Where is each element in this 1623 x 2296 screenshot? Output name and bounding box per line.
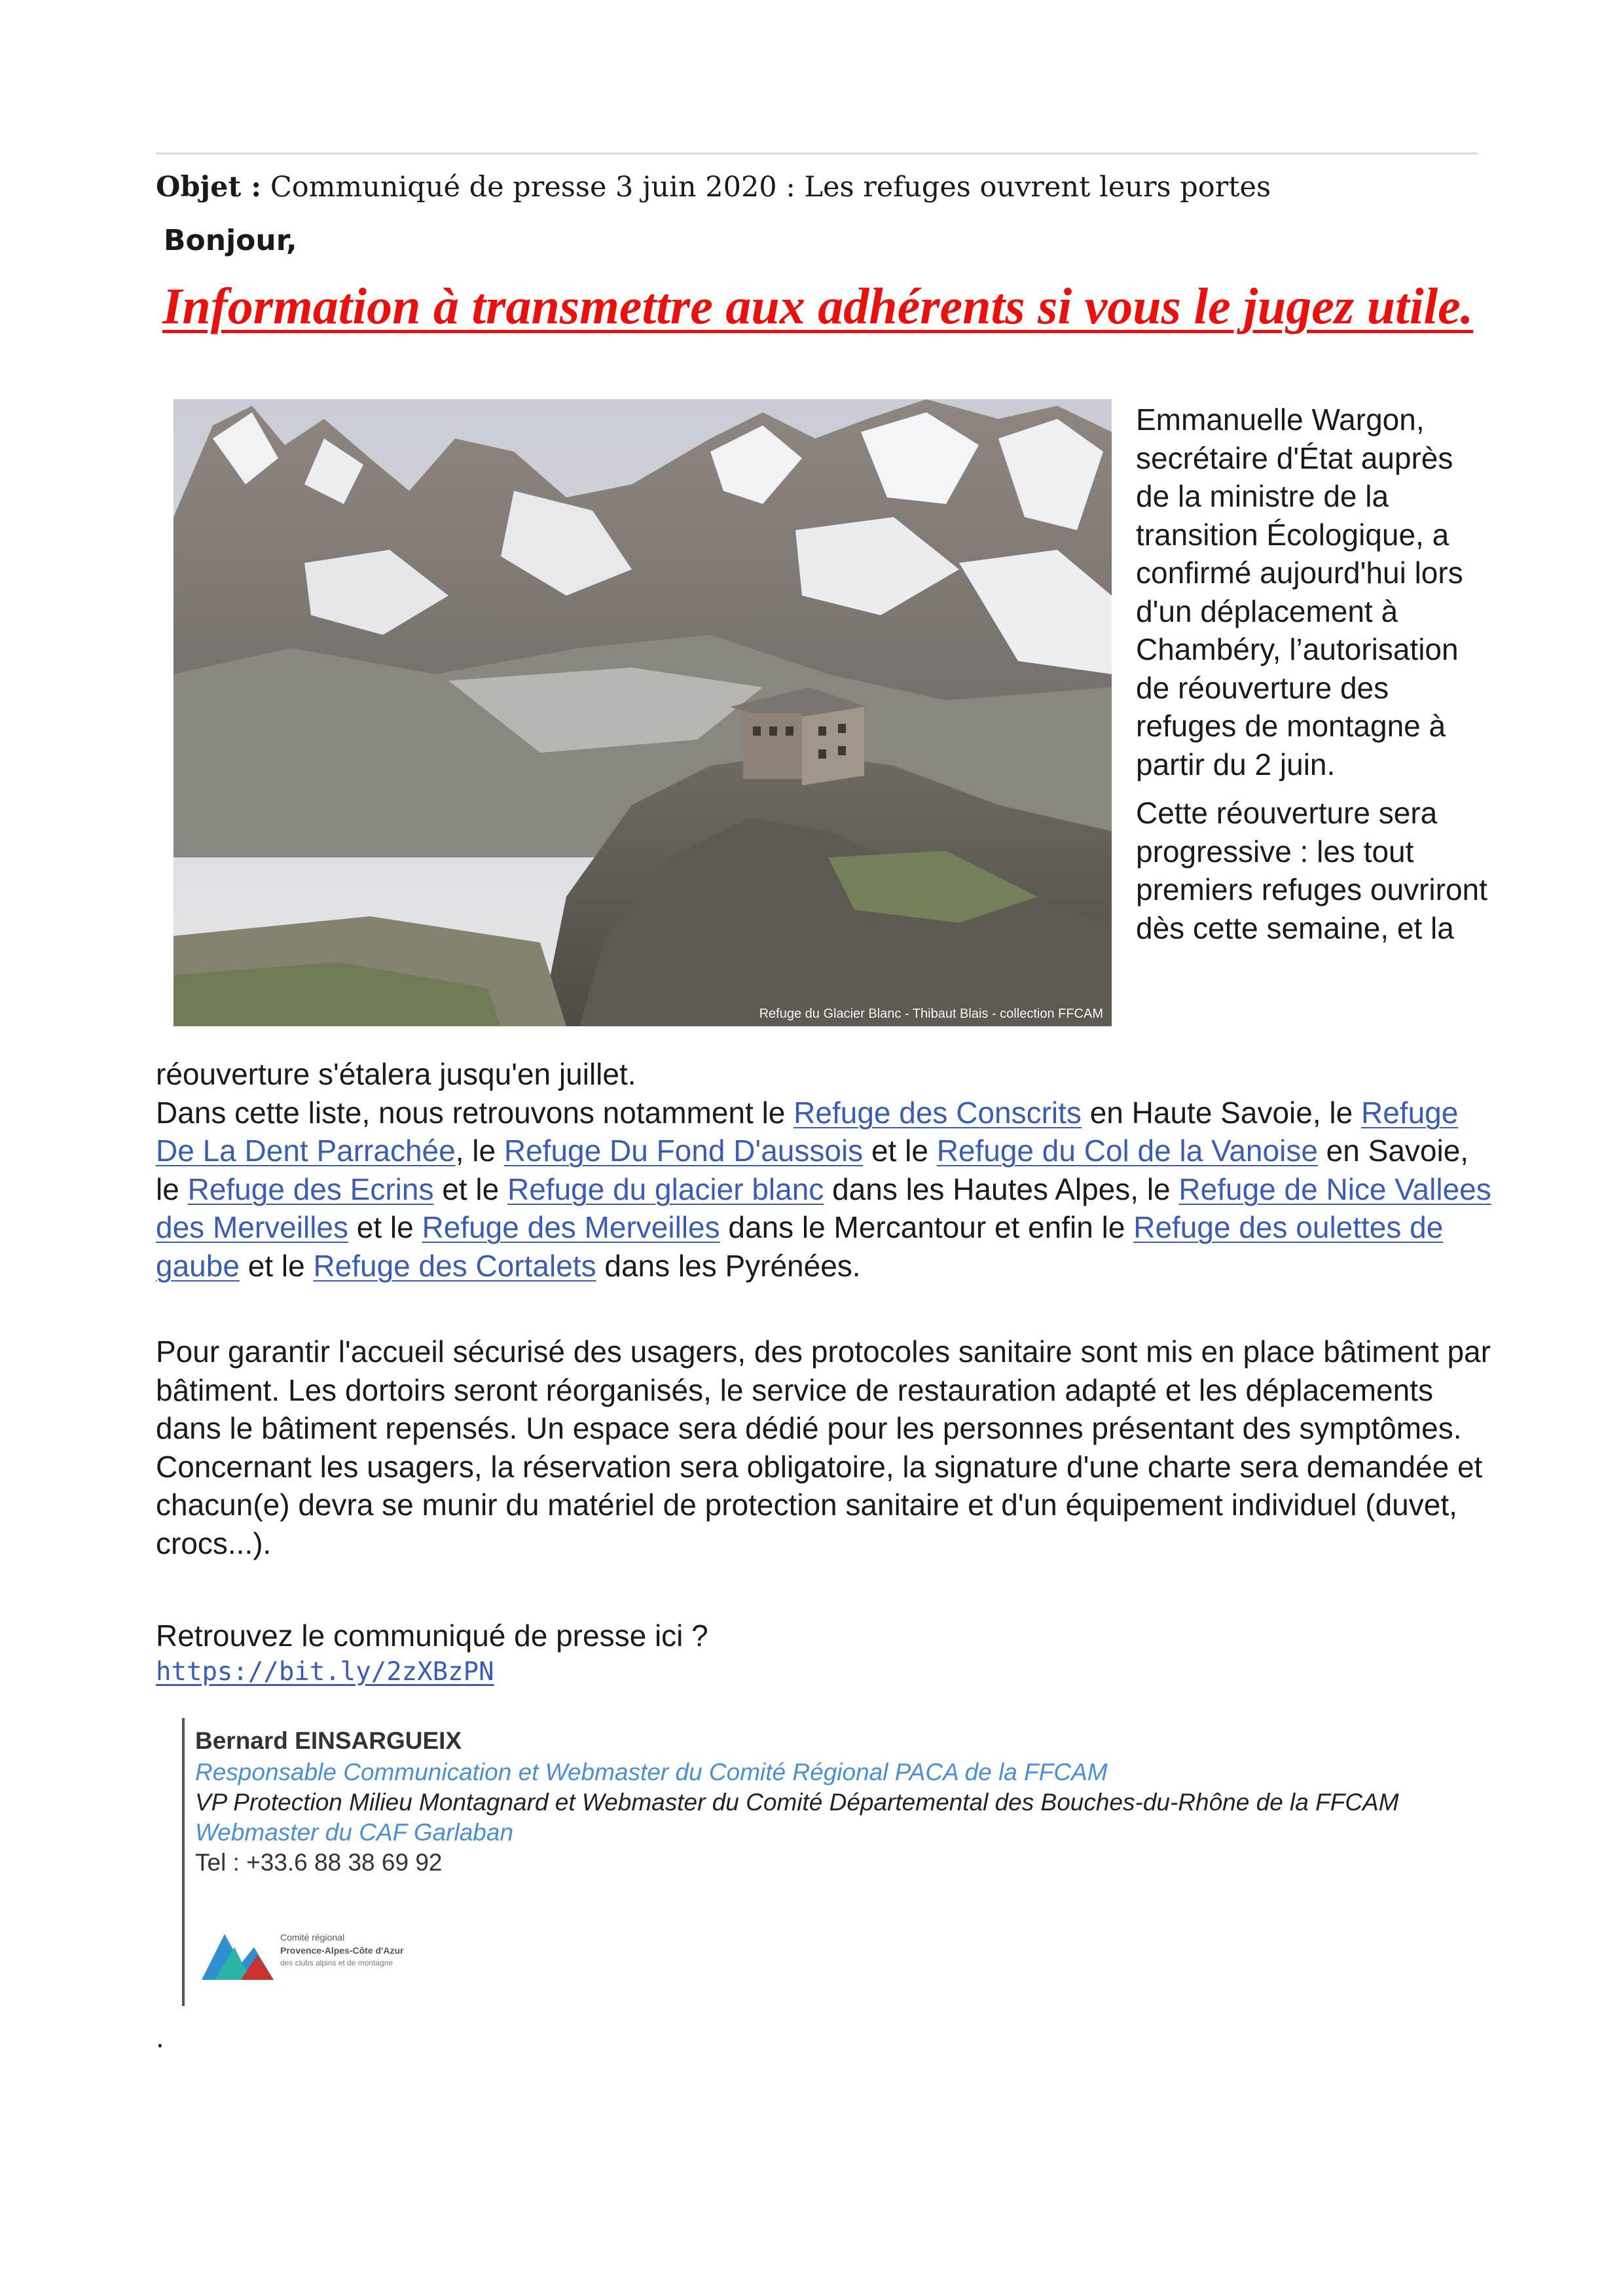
signature-block [182, 1718, 1491, 2013]
header-divider [156, 152, 1478, 154]
link-refuge-cortalets[interactable]: Refuge des Cortalets [313, 1248, 596, 1283]
side-paragraph-2: Cette réouverture sera progressive : les tout premiers refuges ouvriront dès cette semaine, et la [1136, 796, 1487, 945]
link-refuge-merveilles[interactable]: Refuge des Merveilles [422, 1210, 720, 1244]
signature-phone: Tel : +33.6 88 38 69 92 [195, 1849, 443, 1876]
subject-text: Communiqué de presse 3 juin 2020 : Les refuges ouvrent leurs portes [270, 171, 1271, 204]
footer-dot: . [156, 2020, 164, 2054]
signature-name: Bernard EINSARGUEIX [195, 1727, 462, 1754]
link-refuge-glacier-blanc[interactable]: Refuge du glacier blanc [507, 1172, 824, 1206]
svg-text:Comité régional: Comité régional [280, 1932, 345, 1943]
link-refuge-fond-daussois[interactable]: Refuge Du Fond D'aussois [503, 1134, 864, 1168]
svg-text:des clubs alpins et de montagn: des clubs alpins et de montagne [280, 1958, 393, 1967]
svg-text:Provence-Alpes-Côte d'Azur: Provence-Alpes-Côte d'Azur [280, 1945, 404, 1956]
press-release-link[interactable]: https://bit.ly/2zXBzPN [156, 1657, 494, 1687]
refuge-photo [173, 399, 1112, 1026]
headline: Information à transmettre aux adhérents si vous le jugez utile. [162, 278, 1474, 334]
side-column [1136, 401, 1489, 947]
protocols-block [156, 1333, 1491, 1562]
retrouvez-text: Retrouvez le communiqué de presse ici ? [156, 1619, 708, 1653]
link-refuge-oulettes-gaube[interactable]: Refuge des oulettes de gaube [156, 1210, 1444, 1283]
refuge-list-paragraph: Dans cette liste, nous retrouvons notamment le Refuge des Conscrits en Haute Savoie, le Refuge De La Dent Parrachée, le Refuge Du Fond D'aussois et le Refuge du Col de la Vanoise en Savoie, le Refuge des Ecrins et le Refuge du glacier blanc dans les Hautes Alpes, le Refuge de Nice Vallees des Merveilles et le Refuge des Merveilles dans le Mercantour et enfin le Refuge des oulettes de gaube et le Refuge des Cortalets dans les Pyrénées. [156, 1095, 1491, 1283]
link-refuge-col-vanoise[interactable]: Refuge du Col de la Vanoise [936, 1134, 1318, 1168]
protocols-paragraph: Pour garantir l'accueil sécurisé des usagers, des protocoles sanitaire sont mis en place bâtiment par bâtiment. Les dortoirs seront réorganisés, le service de restauration adapté et les déplacements dans le bâtiment repensés. Un espace sera dédié pour les personnes présentant des symptômes. [156, 1335, 1491, 1445]
body-continuation-block [156, 1055, 1491, 1285]
link-refuge-nice-merveilles[interactable]: Refuge de Nice Vallees des Merveilles [156, 1172, 1491, 1244]
photo-caption: Refuge du Glacier Blanc - Thibaut Blais - collection FFCAM [759, 1007, 1103, 1021]
email-subject [156, 165, 1271, 209]
usagers-paragraph: Concernant les usagers, la réservation sera obligatoire, la signature d'une charte sera demandée et chacun(e) devra se munir du matériel de protection sanitaire et d'un équipement individuel (duvet, crocs...). [156, 1449, 1483, 1560]
greeting: Bonjour, [164, 224, 297, 257]
refuge-building [730, 687, 867, 785]
signature-line-3: Webmaster du CAF Garlaban [195, 1819, 514, 1846]
link-refuge-conscrits[interactable]: Refuge des Conscrits [793, 1095, 1082, 1130]
ffcam-paca-logo [195, 1914, 431, 1986]
link-refuge-ecrins[interactable]: Refuge des Ecrins [187, 1172, 434, 1206]
signature-line-1: Responsable Communication et Webmaster du Comité Régional PACA de la FFCAM [195, 1759, 1108, 1785]
side-paragraph-1: Emmanuelle Wargon, secrétaire d'État auprès de la ministre de la transition Écologique, a confirmé aujourd'hui lors d'un déplacement à Chambéry, l’autorisation de réouverture des refuges de montagne à partir du 2 juin. [1136, 403, 1463, 781]
signature-line-2: VP Protection Milieu Montagnard et Webmaster du Comité Départemental des Bouches-du-Rhône de la FFCAM [195, 1789, 1399, 1816]
signature-bar [182, 1718, 185, 2006]
continuation-text: réouverture s'étalera jusqu'en juillet. [156, 1057, 636, 1091]
subject-label: Objet : [156, 171, 262, 204]
link-refuge-dent-parrachee[interactable]: Refuge De La Dent Parrachée [156, 1095, 1459, 1168]
